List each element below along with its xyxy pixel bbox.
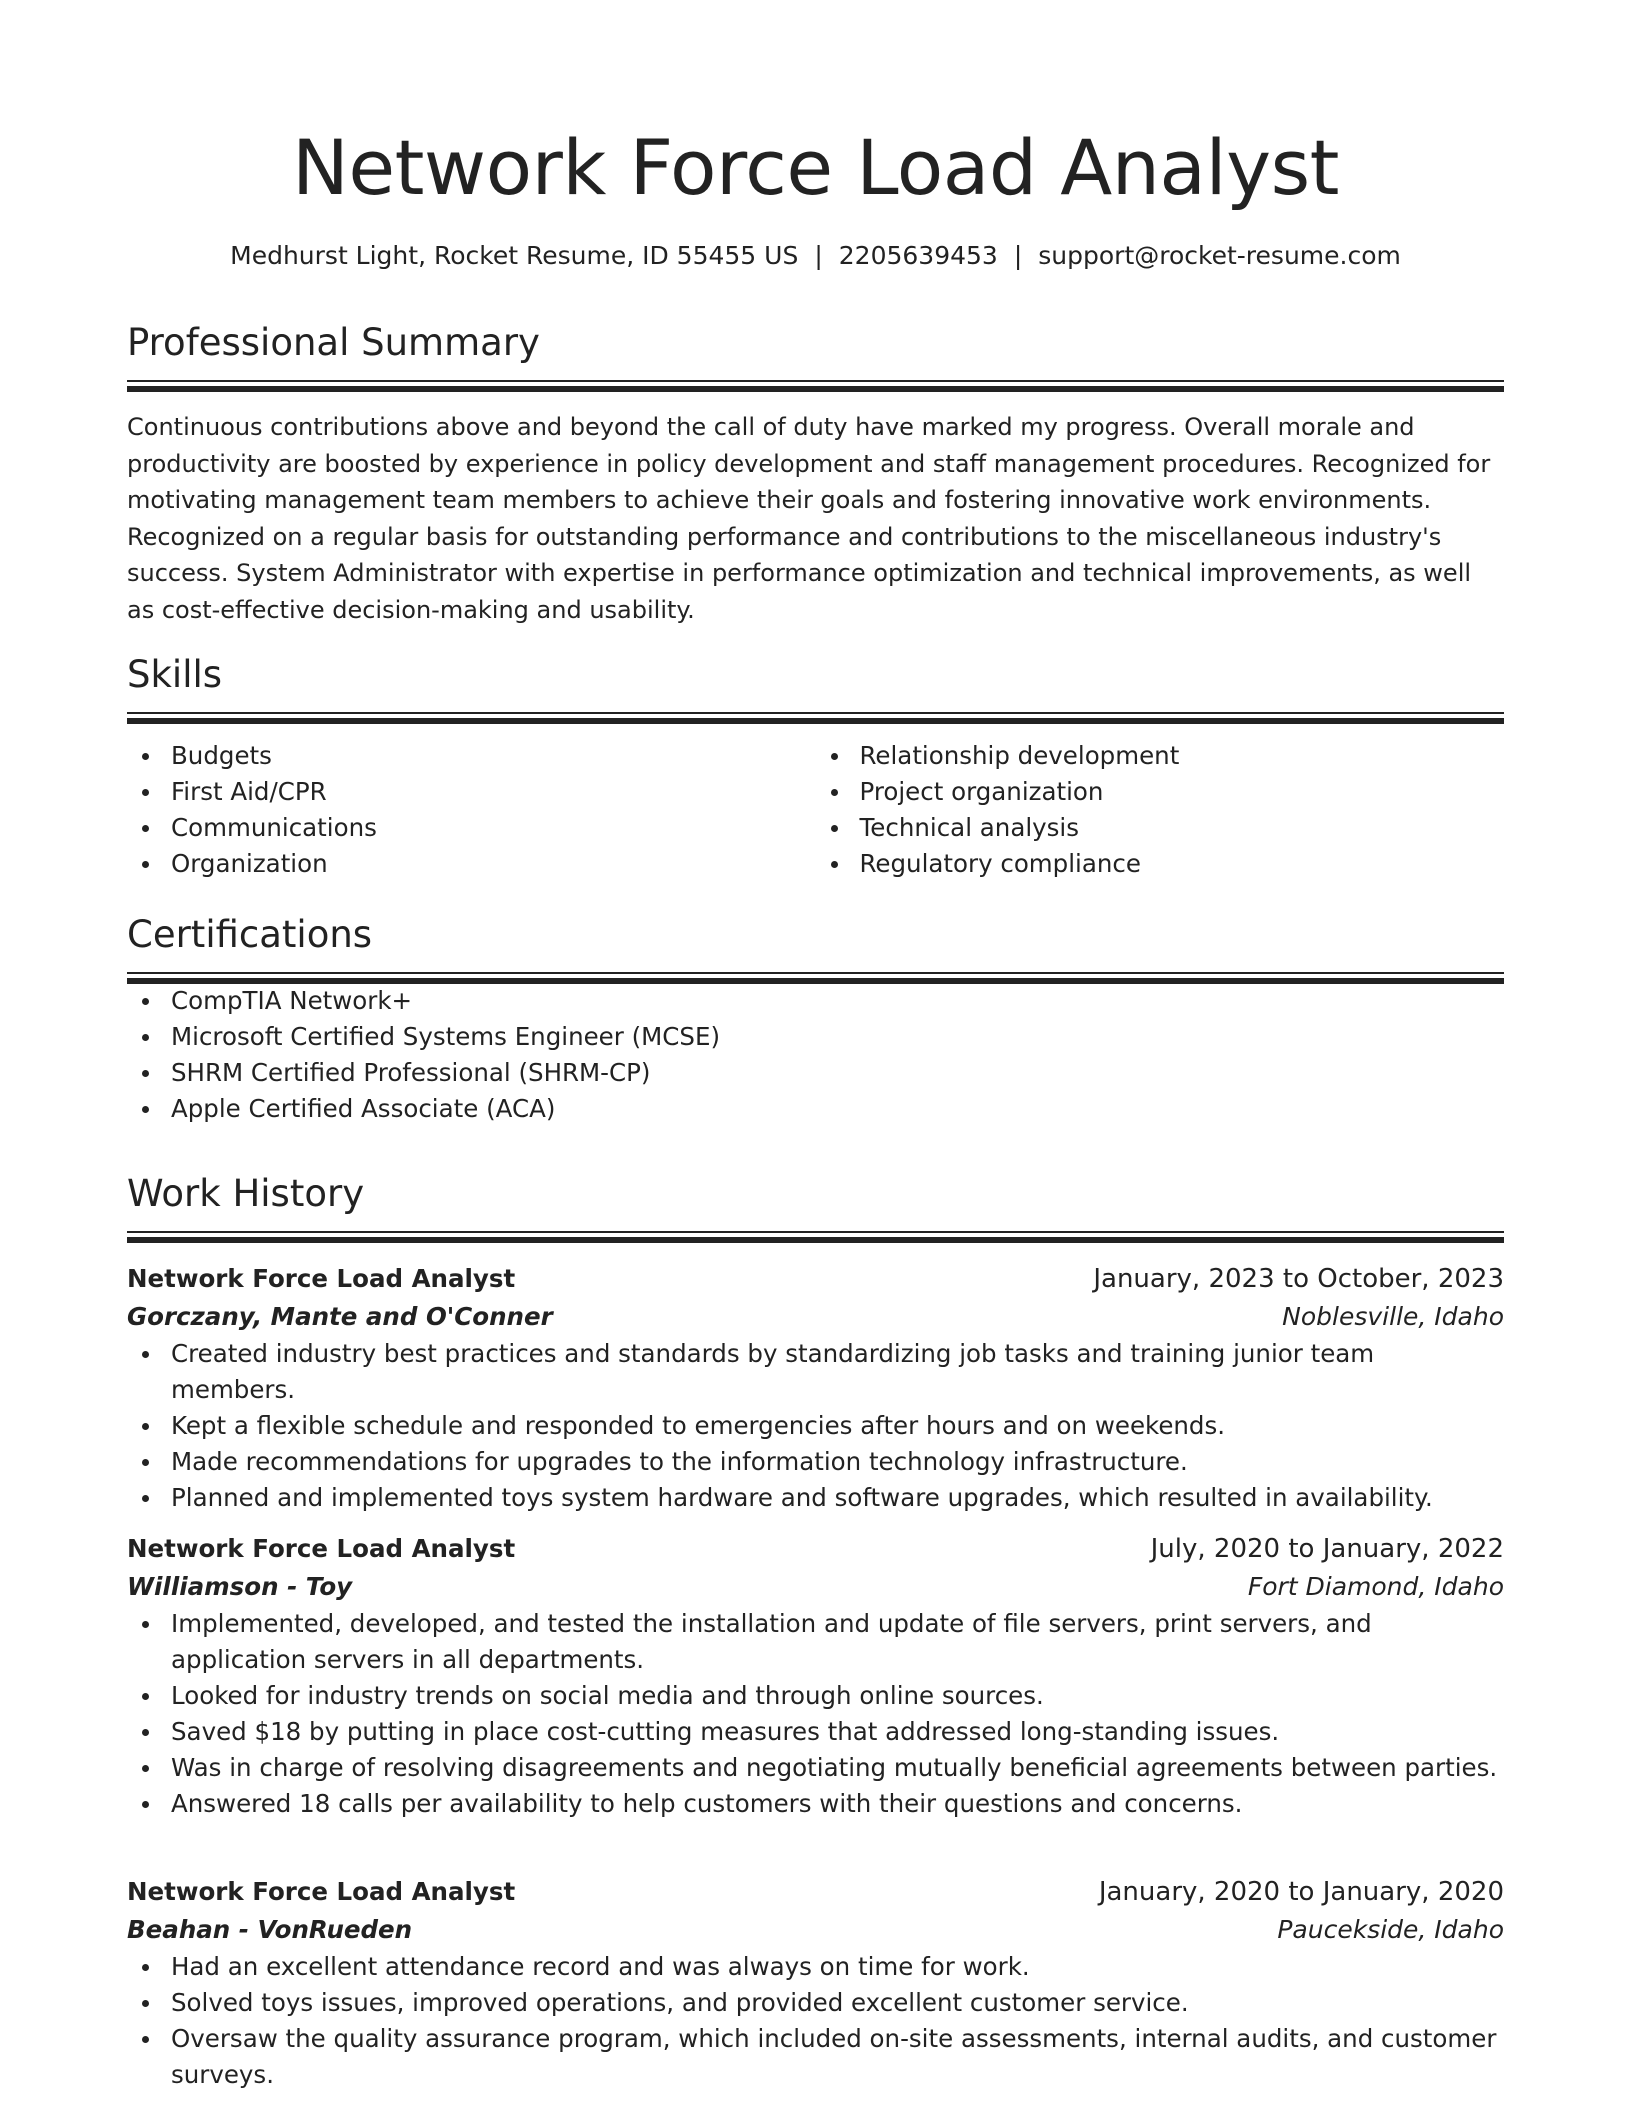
skills-list-left [127, 738, 816, 882]
summary-text: Continuous contributions above and beyond the call of duty have marked my progress. Overall morale and productivity are boosted by experience in policy development and staff management procedures. Recognized for motivating management team members to achieve their goals and fostering innovative work environments. Recognized on a regular basis for outstanding performance and contributions to the miscellaneous industry's success. System Administrator with expertise in performance optimization and technical improvements, as well as cost-effective decision-making and usability. [127, 413, 1491, 624]
job-bullet: Answered 18 calls per availability to help customers with their questions and concerns. [127, 1786, 1504, 1822]
job-bullet: Created industry best practices and standards by standardizing job tasks and training junior team members. [127, 1336, 1504, 1408]
job-dates: January, 2023 to October, 2023 [1093, 1264, 1504, 1294]
job-dates: July, 2020 to January, 2022 [1150, 1534, 1504, 1564]
job-location: Noblesville, Idaho [1282, 1302, 1504, 1331]
job-bullet: Implemented, developed, and tested the installation and update of file servers, print servers, and application servers in all departments. [127, 1606, 1504, 1678]
skill-item: Organization [127, 846, 816, 882]
section-rule [127, 1231, 1504, 1242]
job-bullets [127, 1949, 1504, 2093]
skills-heading: Skills [127, 653, 223, 696]
job-header [127, 1530, 1504, 1568]
skill-item: First Aid/CPR [127, 774, 816, 810]
job-bullets [127, 1606, 1504, 1822]
job-bullet: Planned and implemented toys system hardware and software upgrades, which resulted in availability. [127, 1480, 1504, 1516]
job-bullet: Kept a flexible schedule and responded to emergencies after hours and on weekends. [127, 1408, 1504, 1444]
skills-list-right [816, 738, 1505, 882]
section-rule [127, 712, 1504, 723]
job-bullet: Saved $18 by putting in place cost-cutting measures that addressed long-standing issues. [127, 1714, 1504, 1750]
job-header [127, 1873, 1504, 1911]
certifications-list [127, 983, 1504, 1127]
job-entry [127, 1530, 1504, 1822]
job-location: Fort Diamond, Idaho [1247, 1572, 1504, 1601]
skill-item: Relationship development [816, 738, 1505, 774]
job-bullet: Solved toys issues, improved operations, and provided excellent customer service. [127, 1985, 1504, 2021]
certification-item: SHRM Certified Professional (SHRM-CP) [127, 1055, 1504, 1091]
contact-line [127, 238, 1504, 274]
skill-item: Regulatory compliance [816, 846, 1505, 882]
certification-item: Microsoft Certified Systems Engineer (MCSE) [127, 1019, 1504, 1055]
contact-email: support@rocket-resume.com [1038, 241, 1401, 270]
job-company: Beahan - VonRueden [127, 1915, 413, 1944]
section-rule [127, 972, 1504, 983]
job-dates: January, 2020 to January, 2020 [1098, 1877, 1504, 1907]
skill-item: Communications [127, 810, 816, 846]
job-title: Network Force Load Analyst [127, 1534, 516, 1563]
skill-item: Budgets [127, 738, 816, 774]
contact-separator: | [814, 241, 823, 270]
certification-item: Apple Certified Associate (ACA) [127, 1091, 1504, 1127]
job-title: Network Force Load Analyst [127, 1264, 516, 1293]
job-location: Paucekside, Idaho [1277, 1915, 1504, 1944]
summary-section [127, 318, 1504, 628]
skill-item: Technical analysis [816, 810, 1505, 846]
summary-heading: Professional Summary [127, 321, 540, 364]
job-title: Network Force Load Analyst [127, 1877, 516, 1906]
job-company: Williamson - Toy [127, 1572, 353, 1601]
job-subheader [127, 1911, 1504, 1949]
contact-separator: | [1013, 241, 1023, 270]
work-section [127, 1169, 1504, 1242]
resume-name: Network Force Load Analyst [292, 123, 1339, 212]
skills-section [127, 650, 1504, 882]
work-heading: Work History [127, 1172, 365, 1215]
job-bullet: Had an excellent attendance record and was always on time for work. [127, 1949, 1504, 1985]
certification-item: CompTIA Network+ [127, 983, 1504, 1019]
contact-phone: 2205639453 [838, 241, 998, 270]
section-rule [127, 380, 1504, 391]
job-bullet: Oversaw the quality assurance program, which included on-site assessments, internal audits, and customer surveys. [127, 2021, 1504, 2093]
job-header [127, 1260, 1504, 1298]
job-bullets [127, 1336, 1504, 1516]
job-bullet: Was in charge of resolving disagreements and negotiating mutually beneficial agreements between parties. [127, 1750, 1504, 1786]
job-subheader [127, 1298, 1504, 1336]
skills-columns [127, 738, 1504, 882]
certifications-section [127, 910, 1504, 1127]
job-company: Gorczany, Mante and O'Conner [127, 1302, 553, 1331]
job-entry [127, 1260, 1504, 1516]
job-bullet: Looked for industry trends on social media and through online sources. [127, 1678, 1504, 1714]
job-bullet: Made recommendations for upgrades to the information technology infrastructure. [127, 1444, 1504, 1480]
skill-item: Project organization [816, 774, 1505, 810]
job-subheader [127, 1568, 1504, 1606]
contact-address: Medhurst Light, Rocket Resume, ID 55455 US [230, 241, 799, 270]
job-entry [127, 1873, 1504, 2093]
certifications-heading: Certifications [127, 913, 373, 956]
